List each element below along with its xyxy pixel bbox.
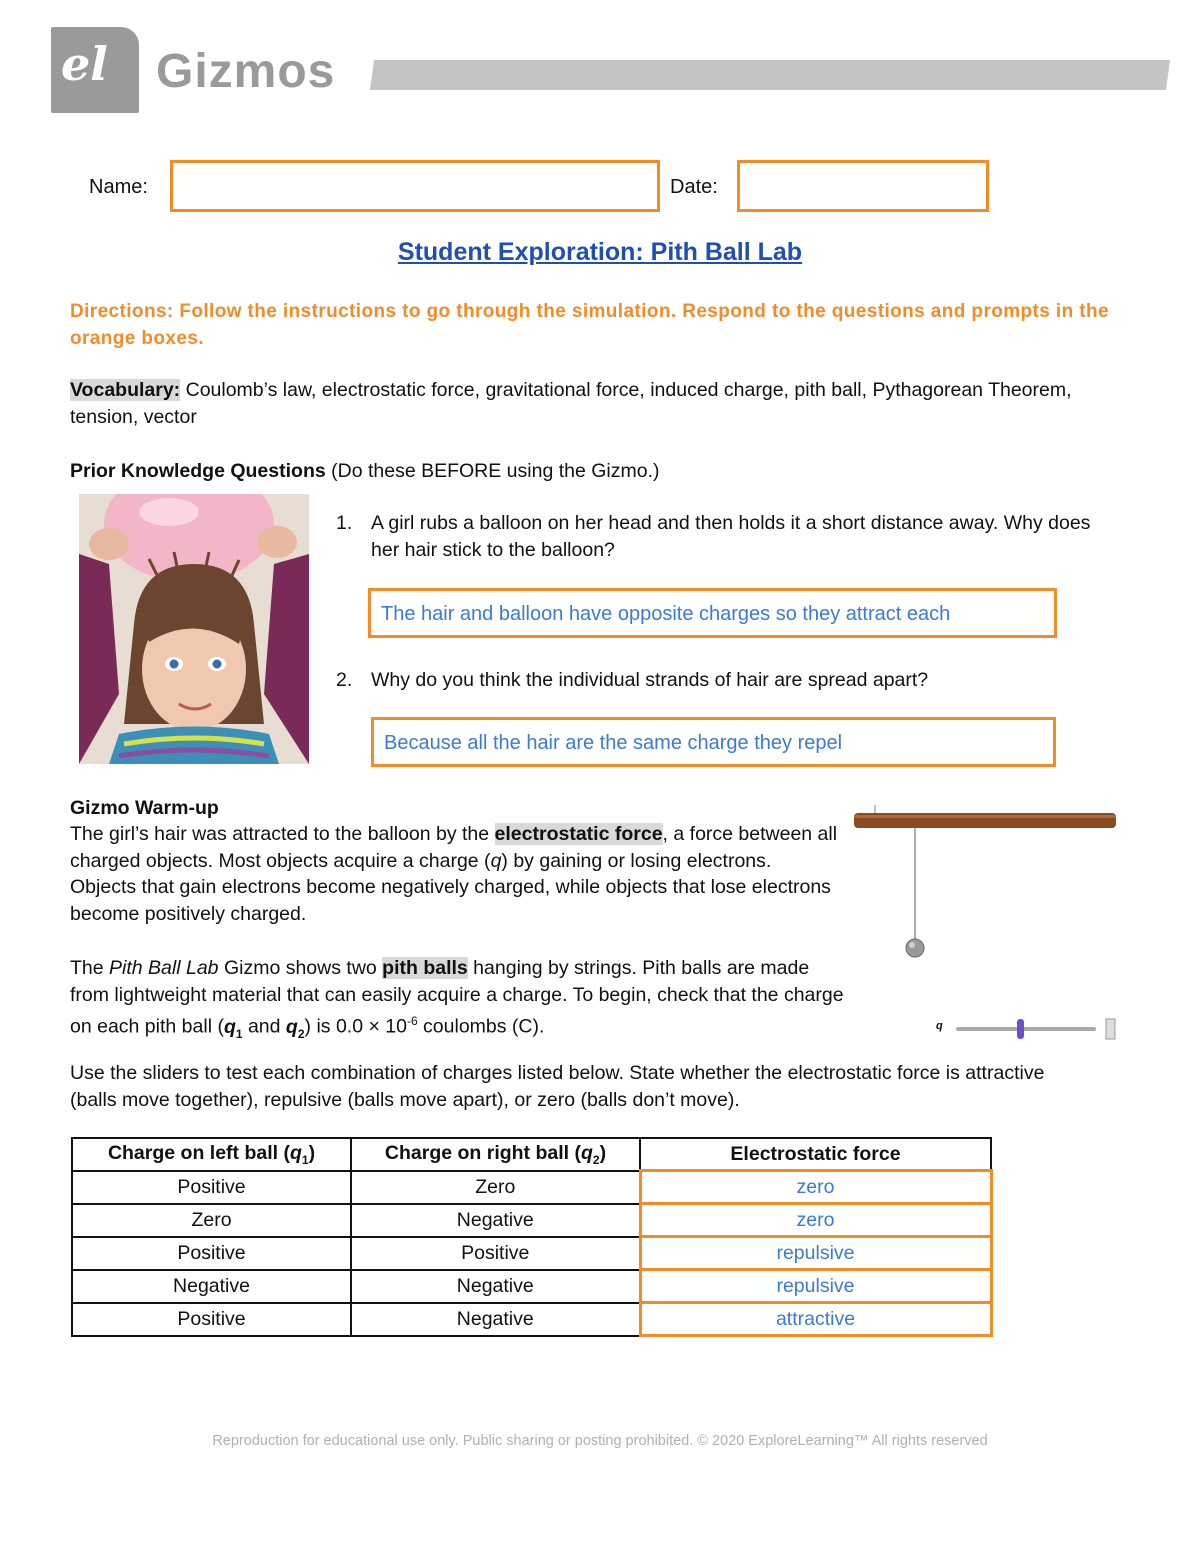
warmup-paragraph-1: The girl’s hair was attracted to the balloon by the electrostatic force, a force between all charged objects. Most objects acquire a charge (q) by gaining or losing electrons. Objects that gain electrons become negatively charged, while objects that lose electrons become positively charged. — [70, 823, 838, 925]
gizmo-illustration — [850, 800, 1120, 1050]
q2-text: Why do you think the individual strands of hair are spread apart? — [371, 669, 929, 691]
page-title: Student Exploration: Pith Ball Lab — [397, 238, 803, 266]
table-row — [72, 1237, 991, 1270]
left-charge-cell: Positive — [72, 1237, 351, 1270]
table-row — [72, 1171, 991, 1204]
q1-number: 1. — [336, 512, 353, 534]
q1-text: A girl rubs a balloon on her head and then holds it a short distance away. Why does her hair stick to the balloon? — [371, 512, 1091, 561]
directions-text: Directions: Follow the instructions to go through the simulation. Respond to the questions and prompts in the orange boxes. — [70, 301, 1109, 349]
girl-balloon-photo — [79, 494, 309, 764]
vocabulary — [70, 377, 1130, 430]
charge-slider-handle[interactable] — [1017, 1019, 1024, 1039]
q2-number: 2. — [336, 669, 353, 691]
pith-ball-diagram — [850, 800, 1120, 1050]
q2-answer: Because all the hair are the same charge they repel — [384, 732, 843, 754]
q2-answer-box[interactable] — [371, 717, 1056, 767]
vocabulary-label: Vocabulary: — [70, 379, 181, 401]
explorelearning-logo — [51, 27, 139, 113]
date-field[interactable] — [737, 160, 989, 212]
footer-copyright: Reproduction for educational use only. Public sharing or posting prohibited. © 2020 ExploreLearning™ All rights reserved — [212, 1433, 988, 1449]
table-row — [72, 1270, 991, 1303]
electrostatic-force-term: electrostatic force — [494, 823, 663, 845]
table-row — [72, 1303, 991, 1336]
left-charge-cell: Positive — [72, 1303, 351, 1336]
warmup-paragraph-2: The Pith Ball Lab Gizmo shows two pith balls hanging by strings. Pith balls are made from lightweight material that can easily acquire a charge. To begin, check that the charge on each pith ball ($q_1$ and $q_2$) is $0.0 \times 10^{-6}$ coulombs (C). — [70, 957, 844, 1041]
name-label: Name: — [89, 176, 148, 198]
charge-table — [71, 1137, 993, 1337]
left-charge-cell: Zero — [72, 1204, 351, 1237]
name-field[interactable] — [170, 160, 660, 212]
warmup-heading: Gizmo Warm-up — [70, 797, 219, 819]
header-bar — [370, 60, 1170, 90]
right-charge-cell: Negative — [351, 1303, 640, 1336]
force-answer-cell[interactable]: repulsive — [640, 1270, 991, 1303]
table-header-row — [72, 1138, 991, 1171]
slider-label: q — [936, 1020, 943, 1032]
right-charge-cell: Negative — [351, 1270, 640, 1303]
force-answer-cell[interactable]: zero — [640, 1204, 991, 1237]
header-right-ball: Charge on right ball $(q_2)$ — [351, 1138, 640, 1171]
right-charge-cell: Positive — [351, 1237, 640, 1270]
q1-answer: The hair and balloon have opposite charges so they attract each — [381, 603, 951, 625]
force-answer-cell[interactable]: repulsive — [640, 1237, 991, 1270]
force-answer-cell[interactable]: zero — [640, 1171, 991, 1204]
prior-knowledge-heading — [70, 458, 660, 485]
header-electrostatic-force: Electrostatic force — [640, 1138, 991, 1171]
left-charge-cell: Positive — [72, 1171, 351, 1204]
gizmos-brand: Gizmos — [156, 45, 336, 98]
prior-heading-note: (Do these BEFORE using the Gizmo.) — [325, 460, 660, 482]
prior-heading-label: Prior Knowledge Questions — [70, 460, 326, 482]
force-answer-cell[interactable]: attractive — [640, 1303, 991, 1336]
pith-balls-term: pith balls — [382, 957, 468, 979]
warmup-paragraph-3: Use the sliders to test each combination of charges listed below. State whether the electrostatic force is attractive (balls move together), repulsive (balls move apart), or zero (balls don’t move). — [70, 1062, 1045, 1111]
vocabulary-terms: Coulomb’s law, electrostatic force, gravitational force, induced charge, pith ball, Pythagorean Theorem, tension, vector — [70, 379, 1072, 428]
q1-answer-box[interactable] — [368, 588, 1057, 638]
table-row — [72, 1204, 991, 1237]
date-label: Date: — [670, 176, 718, 198]
left-charge-cell: Negative — [72, 1270, 351, 1303]
right-charge-cell: Zero — [351, 1171, 640, 1204]
header-left-ball: Charge on left ball $(q_1)$ — [72, 1138, 351, 1171]
logo-mark: el — [61, 37, 108, 91]
right-charge-cell: Negative — [351, 1204, 640, 1237]
